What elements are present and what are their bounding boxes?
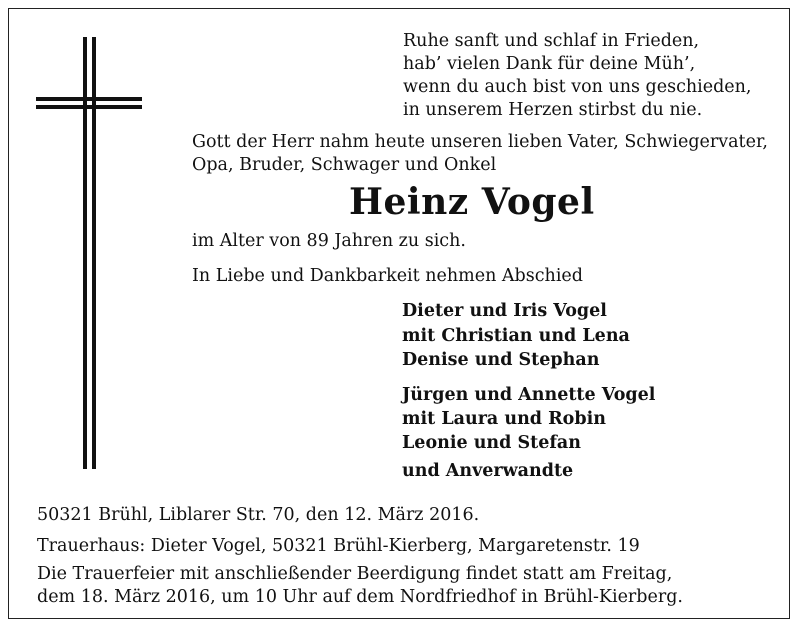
poem-line: hab’ vielen Dank für deine Müh’, (403, 54, 696, 74)
intro-line: Gott der Herr nahm heute unseren lieben Vater, Schwiegervater, (192, 132, 768, 152)
mourner-line: Dieter und Iris Vogel (402, 301, 607, 321)
poem-line: wenn du auch bist von uns geschieden, (403, 77, 752, 97)
age-line: im Alter von 89 Jahren zu sich. (192, 231, 466, 251)
mourner-line: Denise und Stephan (402, 350, 600, 370)
poem-line: Ruhe sanft und schlaf in Frieden, (403, 31, 700, 51)
funeral-info: dem 18. März 2016, um 10 Uhr auf dem Nordfriedhof in Brühl-Kierberg. (37, 587, 683, 607)
deceased-name: Heinz Vogel (349, 181, 595, 223)
other-relatives: und Anverwandte (402, 461, 574, 481)
mourner-line: Leonie und Stefan (402, 433, 581, 453)
funeral-info: Die Trauerfeier mit anschließender Beerdigung findet statt am Freitag, (37, 564, 673, 584)
mourning-house: Trauerhaus: Dieter Vogel, 50321 Brühl-Kierberg, Margaretenstr. 19 (37, 536, 640, 556)
intro-line: Opa, Bruder, Schwager und Onkel (192, 155, 497, 175)
place-date: 50321 Brühl, Liblarer Str. 70, den 12. März 2016. (37, 505, 480, 525)
mourner-line: mit Christian und Lena (402, 326, 630, 346)
mourner-line: Jürgen und Annette Vogel (402, 385, 656, 405)
poem-line: in unserem Herzen stirbst du nie. (403, 100, 703, 120)
farewell-line: In Liebe und Dankbarkeit nehmen Abschied (192, 266, 583, 286)
double-line-cross-icon (36, 37, 142, 469)
mourner-line: mit Laura und Robin (402, 409, 606, 429)
